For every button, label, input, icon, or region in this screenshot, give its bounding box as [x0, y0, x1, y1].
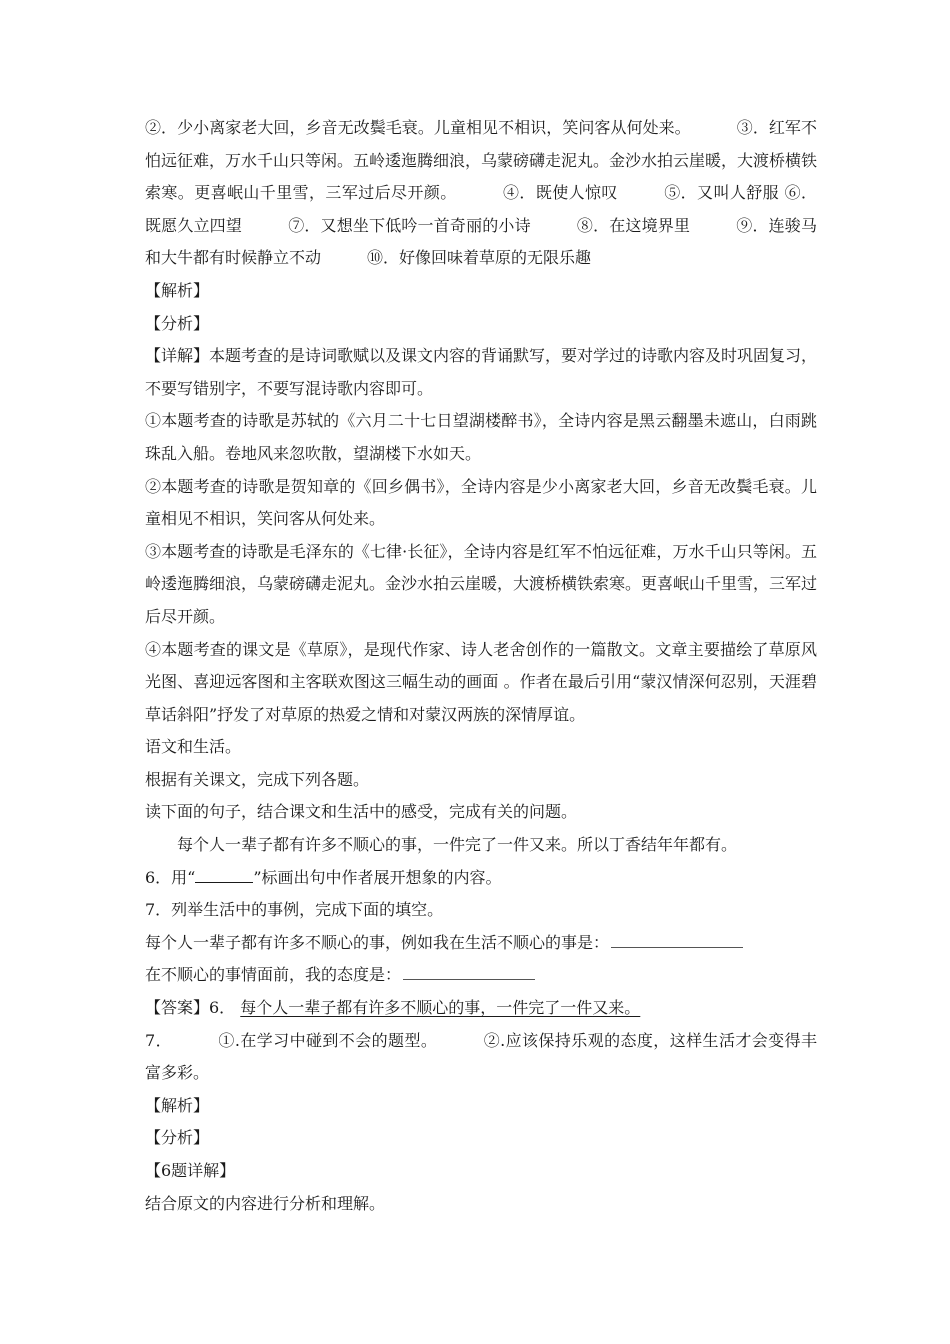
answer-item-6: ⑥．既愿久立四望: [145, 183, 817, 235]
analysis-label-2: 【解析】: [145, 1095, 210, 1115]
detail-paragraph-4: ④本题考查的课文是《草原》，是现代作家、诗人老舍创作的一篇散文。文章主要描绘了草原风光图、喜迎远客图和主客联欢图这三幅生动的画面 。作者在最后引用“蒙汉情深何忍别，天涯碧草话斜阳”抒发了对草原的热爱之情和对蒙汉两族的深情厚谊。: [145, 639, 817, 724]
detail-paragraph-2: ②本题考查的诗歌是贺知章的《回乡偶书》，全诗内容是少小离家老大回，乡音无改鬓毛衰。儿童相见不相识，笑问客从何处来。: [145, 476, 817, 529]
quote-sentence: 每个人一辈子都有许多不顺心的事，一件完了一件又来。所以丁香结年年都有。: [177, 835, 738, 855]
fill-1-blank: [611, 929, 743, 948]
answer-item-5: ⑤．又叫人舒服: [663, 183, 780, 203]
analysis-label: 【解析】: [145, 280, 210, 300]
fill-2-text: 在不顺心的事情面前，我的态度是：: [145, 965, 402, 985]
detail-6-label: 【6题详解】: [145, 1161, 236, 1180]
answer-item-8: ⑧．在这境界里: [576, 215, 691, 235]
analysis-sub-label: 【分析】: [145, 313, 210, 333]
detail-6-text: 结合原文的内容进行分析和理解。: [145, 1193, 386, 1213]
question-7-fill-2: [145, 959, 817, 992]
answer-7-part-a: ①.在学习中碰到不会的题型。: [218, 1030, 438, 1050]
answer-7-number: 7．: [145, 1030, 173, 1050]
answer-item-2: ②．少小离家老大回，乡音无改鬓毛衰。儿童相见不相识，笑问客从何处来。: [145, 118, 691, 137]
answer-7-part-b: ②.应该保持乐观的态度，这样生活才会变得丰富多彩。: [145, 1030, 818, 1083]
detail-intro: 【详解】本题考查的是诗词歌赋以及课文内容的背诵默写，要对学过的诗歌内容及时巩固复习，不要写错别字，不要写混诗歌内容即可。: [145, 346, 818, 398]
section-instruction: 根据有关课文，完成下列各题。: [145, 769, 370, 789]
answer-6-text: 每个人一辈子都有许多不顺心的事，一件完了一件又来。: [240, 998, 641, 1018]
section-title: 语文和生活。: [145, 737, 242, 757]
question-6: [145, 862, 817, 895]
document-body: [145, 112, 817, 1220]
section-sub-instruction: 读下面的句子，结合课文和生活中的感受，完成有关的问题。: [145, 802, 578, 822]
detail-paragraph-3: ③本题考查的诗歌是毛泽东的《七律·长征》，全诗内容是红军不怕远征难，万水千山只等闲。五岭逶迤腾细浪，乌蒙磅礴走泥丸。金沙水拍云崖暖，大渡桥横铁索寒。更喜岷山千里雪，三军过后尽开颜。: [145, 541, 818, 626]
answer-item-3: ③．红军不怕远征难，万水千山只等闲。五岭逶迤腾细浪，乌蒙磅礴走泥丸。金沙水拍云崖暖，大渡桥横铁索寒。更喜岷山千里雪，三军过后尽开颜。: [145, 118, 818, 203]
fill-2-blank: [403, 961, 535, 980]
question-6-prefix: 6．用“: [145, 867, 196, 887]
answer-item-9: ⑨．连骏马和大牛都有时候静立不动: [145, 215, 817, 268]
question-7: 7．列举生活中的事例，完成下面的填空。: [145, 900, 444, 920]
answer-label: 【答案】6．: [145, 998, 236, 1018]
answer-line-7: [145, 1025, 817, 1090]
detail-paragraph-1: ①本题考查的诗歌是苏轼的《六月二十七日望湖楼醉书》，全诗内容是黑云翻墨未遮山，白雨跳珠乱入船。卷地风来忽吹散，望湖楼下水如天。: [145, 411, 817, 463]
fill-1-text: 每个人一辈子都有许多不顺心的事，例如我在生活不顺心的事是：: [145, 932, 610, 952]
answer-item-4: ④．既使人惊叹: [502, 183, 618, 203]
answer-item-10: ⑩．好像回味着草原的无限乐趣: [367, 248, 592, 268]
answer-line-6: [145, 992, 817, 1025]
answer-item-7: ⑦．又想坐下低吟一首奇丽的小诗: [288, 215, 531, 235]
question-7-fill-1: [145, 927, 817, 960]
underline-sample: [195, 864, 253, 883]
answer-block: [145, 112, 817, 275]
analysis-sub-label-2: 【分析】: [145, 1128, 210, 1148]
question-6-suffix: ”标画出句中作者展开想象的内容。: [253, 867, 502, 887]
